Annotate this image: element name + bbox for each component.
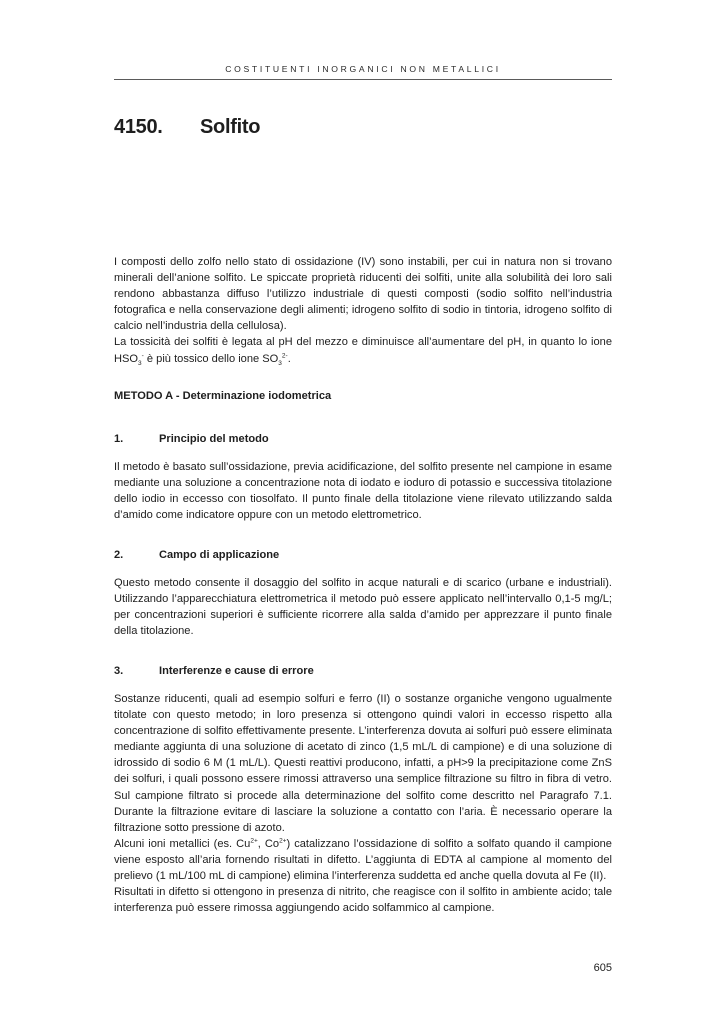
intro-text-2a: La tossicità dei solfiti è legata al pH del mezzo e diminuisce all’aumentare del pH, in quanto lo ione HSO xyxy=(114,336,612,365)
section-3-text-2a: Alcuni ioni metallici (es. Cu xyxy=(114,837,251,850)
intro-text-2b: è più tossico dello ione SO xyxy=(143,352,279,365)
chapter-number: 4150. xyxy=(114,116,163,138)
intro-text-1: I composti dello zolfo nello stato di ossidazione (IV) sono instabili, per cui in natura non si trovano minerali dell’anione solfito. Le spiccate proprietà riducenti dei solfiti, unite alla solubilità dei loro sali rendono abbastanza diffuso l’utilizzo industriale di questi composti (sodio solfito nell’industria fotografica e nella conservazione degli alimenti; idrogeno solfito di sodio in tintoria, idrogeno solfito di calcio nell’industria della cellulosa). xyxy=(114,256,612,333)
intro-paragraph xyxy=(114,254,612,367)
section-title-text: Campo di applicazione xyxy=(159,549,280,561)
section-2-paragraph: Questo metodo consente il dosaggio del solfito in acque naturali e di scarico (urbane e industriali). Utilizzando l’apparecchiatura elettrometrica il metodo può essere applicato nell’intervallo 0,1-5 mg/L; per concentrazioni superiori è sufficiente ricorrere alla salda d’amido per apprezzare il punto finale della titolazione. xyxy=(114,577,612,638)
header-divider xyxy=(114,79,612,80)
section-title-text: Principio del metodo xyxy=(159,433,269,445)
section-3-text-2c: ) catalizzano l’ossidazione di solfito a solfato quando il campione viene esposto all’aria fornendo risultati in difetto. L’aggiunta di EDTA al campione al momento del prelievo (1 mL/100 mL di campione) elimina l’interferenza suddetta ed anche quella dovuta al Fe (II). xyxy=(114,837,612,883)
section-3-text-3: Risultati in difetto si ottengono in presenza di nitrito, che reagisce con il solfito in ambiente acido; tale interferenza può essere rimossa aggiungendo acido solfammico al campione. xyxy=(114,886,612,915)
page-number: 605 xyxy=(593,962,612,974)
section-3-text-2b: , Co xyxy=(257,837,280,850)
intro-sup-1: - xyxy=(141,351,144,359)
section-number: 2. xyxy=(114,549,124,561)
section-title-text: Interferenze e cause di errore xyxy=(159,665,314,677)
intro-sub-1: 3 xyxy=(138,359,142,367)
section-3-paragraph xyxy=(114,691,612,916)
section-number: 1. xyxy=(114,433,124,445)
intro-sup-2: 2- xyxy=(281,351,288,359)
chapter-name: Solfito xyxy=(200,116,261,138)
method-title xyxy=(114,389,331,403)
section-number: 3. xyxy=(114,665,124,677)
section-1-paragraph: Il metodo è basato sull’ossidazione, previa acidificazione, del solfito presente nel campione in esame mediante una soluzione a concentrazione nota di iodato e ioduro di potassio e successiva titolazione dello iodio in eccesso con tiosolfato. Il punto finale della titolazione viene rilevato utilizzando salda d’amido come indicatore oppure con un metodo elettrometrico. xyxy=(114,461,612,522)
section-3-sup-1: 2+ xyxy=(250,837,258,845)
method-title-text: METODO A - Determinazione iodometrica xyxy=(114,390,332,402)
running-header: COSTITUENTI INORGANICI NON METALLICI xyxy=(225,64,501,74)
intro-sub-2: 3 xyxy=(278,359,282,367)
intro-text-2c: . xyxy=(287,352,291,365)
section-3-sup-2: 2+ xyxy=(279,837,287,845)
section-3-text-1: Sostanze riducenti, quali ad esempio solfuri e ferro (II) o sostanze organiche vengono ugualmente titolate con questo metodo; in loro presenza si ottengono quindi valori in eccesso rispetto alla concentrazione di solfito effettivamente presente. L’interferenza dovuta ai solfuri può essere eliminata mediante aggiunta di una soluzione di acetato di zinco (1,5 mL/L di campione) e di una soluzione di idrossido di sodio 6 M (1 mL/L). Questi reattivi producono, infatti, a pH>9 la precipitazione come ZnS dei solfuri, i quali possono essere rimossi attraverso una semplice filtrazione su filtro in fibra di vetro. Sul campione filtrato si procede alla determinazione del solfito come descritto nel Paragrafo 7.1. Durante la filtrazione evitare di lasciare la soluzione a contatto con l’aria. È necessario operare la filtrazione sotto pressione di azoto. xyxy=(114,693,612,834)
